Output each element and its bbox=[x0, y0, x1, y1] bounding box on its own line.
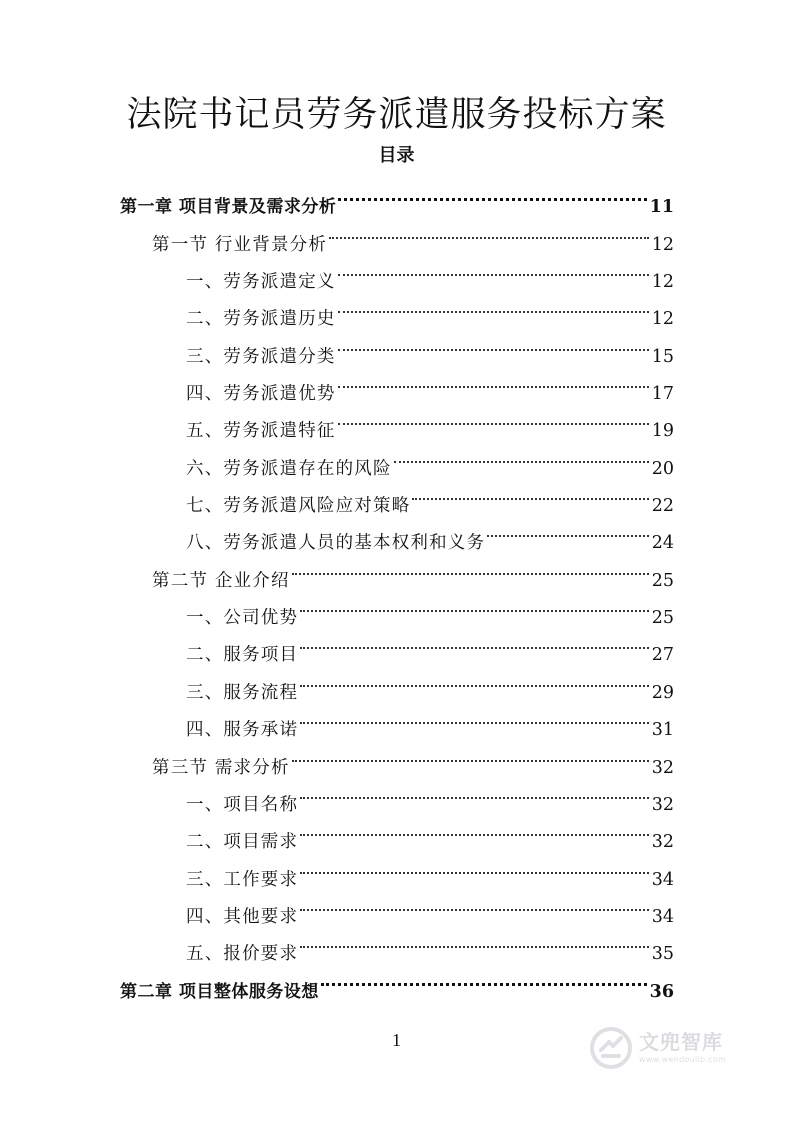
toc-leader-dots bbox=[298, 586, 652, 623]
wendou-logo-icon bbox=[589, 1026, 633, 1070]
toc-entry[interactable] bbox=[0, 362, 793, 405]
toc-entry-page: 20 bbox=[651, 458, 674, 479]
toc-entry-label: 五、报价要求 bbox=[186, 944, 299, 965]
toc-leader-dots bbox=[298, 847, 652, 884]
page-number: 1 bbox=[392, 1030, 401, 1050]
toc-entry[interactable] bbox=[0, 885, 793, 927]
toc-entry-label: 二、项目需求 bbox=[186, 832, 299, 853]
toc-entry-label: 七、劳务派遣风险应对策略 bbox=[186, 496, 411, 517]
toc-leader-dots bbox=[336, 250, 652, 287]
toc-entry-page: 12 bbox=[651, 234, 674, 255]
table-of-contents bbox=[0, 175, 793, 1002]
toc-entry-page: 27 bbox=[651, 645, 674, 666]
toc-leader-dots bbox=[336, 362, 652, 399]
toc-entry-page: 35 bbox=[651, 944, 674, 965]
toc-entry-page: 32 bbox=[651, 832, 674, 853]
toc-entry[interactable] bbox=[0, 436, 793, 479]
watermark bbox=[589, 1020, 749, 1076]
toc-entry[interactable] bbox=[0, 250, 793, 293]
toc-entry-label: 第三节 需求分析 bbox=[152, 757, 290, 778]
toc-entry[interactable] bbox=[0, 287, 793, 330]
toc-entry[interactable] bbox=[0, 773, 793, 815]
toc-leader-dots bbox=[319, 959, 650, 996]
toc-entry[interactable] bbox=[0, 660, 793, 703]
toc-leader-dots bbox=[290, 735, 652, 772]
toc-entry-page: 24 bbox=[651, 533, 674, 554]
toc-entry-label: 一、项目名称 bbox=[186, 794, 299, 815]
toc-leader-dots bbox=[336, 287, 652, 324]
toc-entry-page: 12 bbox=[651, 272, 674, 293]
toc-entry[interactable] bbox=[0, 474, 793, 517]
toc-entry-page: 19 bbox=[651, 421, 674, 442]
toc-entry-page: 29 bbox=[651, 682, 674, 703]
toc-entry[interactable] bbox=[0, 548, 793, 591]
toc-entry-page: 11 bbox=[649, 197, 674, 218]
toc-entry-page: 22 bbox=[651, 496, 674, 517]
toc-entry-page: 31 bbox=[651, 720, 674, 741]
toc-leader-dots bbox=[290, 548, 652, 585]
toc-entry-label: 四、其他要求 bbox=[186, 906, 299, 927]
toc-entry-label: 三、工作要求 bbox=[186, 869, 299, 890]
toc-entry[interactable] bbox=[0, 922, 793, 965]
toc-entry[interactable] bbox=[0, 324, 793, 367]
toc-entry-label: 一、公司优势 bbox=[186, 608, 299, 629]
toc-entry-page: 25 bbox=[651, 608, 674, 629]
toc-leader-dots bbox=[336, 175, 649, 212]
toc-entry-label: 四、服务承诺 bbox=[186, 720, 299, 741]
toc-entry-label: 八、劳务派遣人员的基本权利和义务 bbox=[186, 533, 486, 554]
toc-leader-dots bbox=[336, 324, 652, 361]
watermark-url: www.wendoulib.com bbox=[639, 1055, 727, 1064]
toc-entry-page: 32 bbox=[651, 757, 674, 778]
toc-leader-dots bbox=[298, 810, 652, 847]
toc-leader-dots bbox=[298, 698, 652, 735]
watermark-name: 文兜智库 bbox=[639, 1030, 723, 1054]
toc-leader-dots bbox=[485, 511, 652, 548]
toc-entry-page: 34 bbox=[651, 869, 674, 890]
toc-entry-page: 34 bbox=[651, 906, 674, 927]
toc-entry-label: 第二章 项目整体服务设想 bbox=[120, 981, 319, 1002]
toc-entry[interactable] bbox=[0, 698, 793, 741]
toc-entry-label: 六、劳务派遣存在的风险 bbox=[186, 458, 392, 479]
toc-leader-dots bbox=[298, 922, 652, 959]
toc-leader-dots bbox=[298, 623, 652, 660]
toc-entry-page: 12 bbox=[651, 309, 674, 330]
toc-leader-dots bbox=[298, 885, 652, 922]
toc-entry[interactable] bbox=[0, 959, 793, 1002]
toc-entry-label: 第二节 企业介绍 bbox=[152, 570, 290, 591]
toc-leader-dots bbox=[327, 212, 652, 249]
toc-entry[interactable] bbox=[0, 623, 793, 666]
toc-leader-dots bbox=[392, 436, 652, 473]
toc-entry-label: 二、劳务派遣历史 bbox=[186, 309, 336, 330]
toc-entry[interactable] bbox=[0, 735, 793, 778]
toc-entry-page: 25 bbox=[651, 570, 674, 591]
toc-entry-label: 第一章 项目背景及需求分析 bbox=[120, 197, 337, 218]
toc-leader-dots bbox=[298, 773, 652, 810]
toc-leader-dots bbox=[336, 399, 652, 436]
toc-entry-page: 36 bbox=[649, 981, 674, 1002]
toc-entry-label: 三、劳务派遣分类 bbox=[186, 346, 336, 367]
toc-entry-page: 15 bbox=[651, 346, 674, 367]
toc-entry-label: 二、服务项目 bbox=[186, 645, 299, 666]
toc-entry-label: 第一节 行业背景分析 bbox=[152, 234, 328, 255]
toc-entry[interactable] bbox=[0, 586, 793, 629]
toc-heading: 目录 bbox=[378, 145, 415, 166]
document-title: 法院书记员劳务派遣服务投标方案 bbox=[126, 95, 667, 135]
toc-entry[interactable] bbox=[0, 212, 793, 255]
toc-entry[interactable] bbox=[0, 847, 793, 890]
toc-entry[interactable] bbox=[0, 511, 793, 554]
toc-entry[interactable] bbox=[0, 810, 793, 853]
toc-entry[interactable] bbox=[0, 175, 793, 218]
toc-leader-dots bbox=[298, 660, 652, 697]
toc-entry-label: 一、劳务派遣定义 bbox=[186, 272, 336, 293]
toc-entry-label: 四、劳务派遣优势 bbox=[186, 384, 336, 405]
toc-leader-dots bbox=[410, 474, 651, 511]
toc-entry-label: 五、劳务派遣特征 bbox=[186, 421, 336, 442]
toc-entry-page: 32 bbox=[651, 794, 674, 815]
toc-entry-page: 17 bbox=[651, 384, 674, 405]
toc-entry-label: 三、服务流程 bbox=[186, 682, 299, 703]
toc-entry[interactable] bbox=[0, 399, 793, 442]
